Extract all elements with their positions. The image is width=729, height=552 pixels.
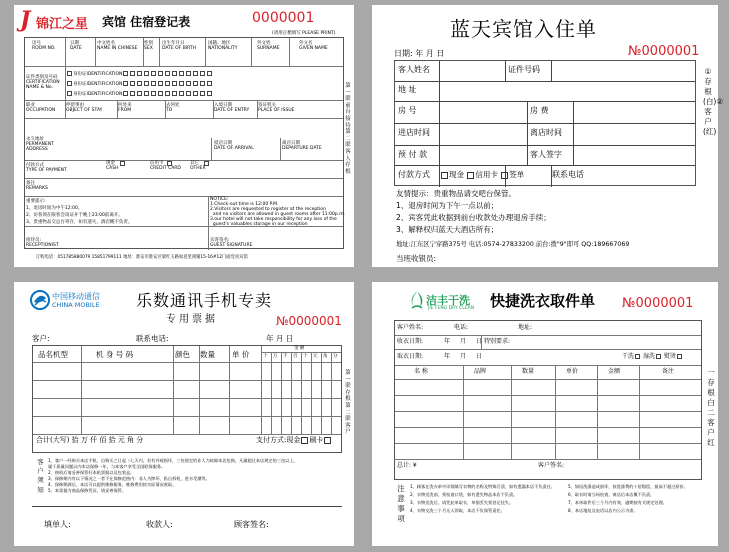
col-given-name: 外文名 GIVEN NAME (299, 41, 328, 51)
unit-2: 千 (283, 354, 288, 359)
col-qty: 数量 (522, 368, 535, 375)
notice-0: 1、客户一经购买本店手机，自购买之日起（七天内，若有外观损坏，三包规定的非人为故障本店包换，凡属超过本店规定的三包以上， (48, 458, 298, 463)
col-price: 单 价 (232, 350, 250, 359)
cash-option: 现金 CASH (106, 161, 119, 171)
cash-checkbox[interactable] (301, 437, 308, 444)
note-1: 1、退房时间为下午一点以前； (396, 201, 499, 210)
copy-side-text: 第一联前台接待第二联客人存根 (345, 83, 351, 175)
from-label: 何处来 FROM (118, 103, 132, 113)
logo-en: CHINA MOBILE (52, 301, 100, 309)
guest-name-label: 客人姓名 (398, 65, 430, 74)
payment-label: 付款方式 TYPE OF PAYMENT (26, 163, 67, 173)
notice-4: 4、保修期满后，本店可以提供维修服务，维修费用按实际情况收取。 (48, 482, 177, 487)
pickup-day: 日 (476, 353, 483, 360)
notice-1: 属于质量问题以内本店保修一年，与本客户享受全国联保服务。 (48, 464, 166, 469)
col-name: 名 称 (414, 368, 428, 375)
filler-label: 填单人: (44, 520, 71, 529)
notice-5: 5、本票据为商品保修凭证，请妥善保管。 (48, 488, 127, 493)
notice-english: NOTICE: 1.Check-out time is 12:00 P.M. 2.Visitors are requested to register at the reception and no visitors are allowed in guest rooms after 11:00p.m. 3.our hotel will not take responsibility for any loss of the guest's valuables storage in our reception (210, 197, 346, 227)
card-checkbox[interactable] (324, 437, 331, 444)
departure-date-label: 离店日期 DEPARTURE DATE (282, 141, 322, 151)
logo-cn: 中国移动通信 (52, 292, 100, 301)
notice-chinese: 重要提示: 1、退房时间为中午12:00。 2、访客须在限客会谈证并于晚上23:00前离开。 3、贵重物品交总台寄存，如有遗失，酒店概不负责。 (26, 199, 133, 225)
card-checkbox[interactable] (467, 172, 474, 179)
col-price: 单价 (566, 368, 579, 375)
col-amount: 金 额 (294, 346, 305, 351)
col-surname: 外文姓 SURNAME (257, 41, 280, 51)
card-option: 信用卡 CREDIT CARD (150, 161, 181, 171)
cashier-label: 收款人: (146, 520, 173, 529)
form-title: 宾馆 住宿登记表 (102, 15, 191, 29)
receive-day: 日 (476, 338, 483, 345)
id-number-label: 证件号码 (508, 65, 540, 74)
jinjiang-logo-icon: J (20, 7, 31, 33)
notice-left-2: 3、衣物送洗后，请凭此单取衣，单据丢失须登记挂失。 (410, 500, 514, 505)
other-checkbox[interactable] (204, 161, 209, 166)
sign-checkbox[interactable] (501, 172, 508, 179)
pickup-date-label: 取衣日期: (397, 353, 424, 360)
address-label: 地 址 (398, 85, 417, 94)
checkin-time-label: 进店时间 (398, 128, 430, 137)
mobile-sales-receipt (14, 282, 354, 546)
laundry-grid (394, 320, 702, 480)
receive-date-label: 收衣日期: (397, 338, 424, 345)
col-imei: 机 身 号 码 (96, 350, 134, 359)
payment-method-label: 付款方式 (398, 170, 430, 179)
notice-title: 注意事项 (397, 484, 405, 523)
total-in-words: 合计(大写) 拾 万 仟 佰 拾 元 角 分 (36, 436, 144, 444)
col-color: 颜色 (175, 350, 190, 359)
unit-7: 分 (333, 354, 338, 359)
place-of-issue-label: 签证机关 PLACE OF ISSUE (258, 103, 295, 113)
footer-contact: 订购电话：051785880079 15851799111 地址：淮安市淮安区梁红玉路如意里商铺15-16#12门面党亮宾馆 (36, 255, 248, 260)
checkout-time-label: 离店时间 (530, 128, 562, 137)
pickup-month: 月 (460, 353, 467, 360)
note-0: 友情提示：贵重物品请交吧台保管。 (396, 189, 516, 198)
notice-right-2: 7、本单取件后三个月内有效，逾期按有关规定处理。 (568, 500, 667, 505)
other-option: 其它 OTHER (190, 161, 206, 171)
logo-text: 锦江之星 (36, 17, 89, 32)
form-number: №0000001 (628, 44, 700, 59)
to-label: 去何处 TO (166, 103, 180, 113)
col-date: 日期 DATE (70, 41, 82, 51)
cash-checkbox[interactable] (441, 172, 448, 179)
col-qty: 数量 (200, 350, 215, 359)
col-sex: 性别 SEX (144, 41, 153, 51)
total-label: 总计: ¥ (397, 462, 417, 469)
cash-checkbox[interactable] (120, 161, 125, 166)
col-brand: 品牌 (474, 368, 487, 375)
store-title: 乐数通讯手机专卖 (136, 291, 273, 310)
id-label: 证件类别及号码 CERTIFICATION NAME & No. (26, 75, 60, 90)
logo-en: JIE FENG DRY CLEAN (428, 306, 475, 311)
guest-signature-label: 宾客签名: GUEST SIGNATURE (210, 238, 253, 248)
lantian-checkin-form (372, 5, 724, 267)
hotel-address: 地址:江东区宁穿路375号 电话:0574-27833200 前台:拨"9"即可 QQ:189667069 (396, 241, 630, 248)
customer-sign-label: 客户签名: (538, 462, 565, 469)
wet-wash-checkbox[interactable] (656, 354, 661, 359)
col-amount: 金额 (608, 368, 621, 375)
remarks-label: 备注 REMARKS (26, 181, 48, 191)
form-number: №0000001 (622, 296, 694, 311)
notice-left-3: 4、衣物交洗三个月无人领取，本店不负保管责任。 (410, 508, 505, 513)
object-of-stay-label: 停留事由 OBJECT OF STAY (66, 103, 103, 113)
hotel-registration-form (14, 5, 354, 267)
id-option-2: 身份证IDENTIFICATION (66, 81, 213, 87)
notice-title: 客户须知 (37, 458, 44, 494)
jiefeng-logo-icon (408, 290, 426, 310)
wash-options: 干洗 湿洗 熨烫 (622, 353, 683, 360)
copy-side-text: ①存根(白)②客户(红) (703, 67, 724, 136)
dry-clean-checkbox[interactable] (635, 354, 640, 359)
unit-4: 十 (303, 354, 308, 359)
note-2: 2、宾客凭此收据到前台收款处办理退房手续； (396, 213, 551, 222)
col-name-cn: 中文姓名 NAME IN CHINESE (97, 41, 138, 51)
notice-left-1: 2、衣物送洗前，须检查口袋，如有遗失物品本店不负责。 (410, 492, 518, 497)
id-option-1: 身份证IDENTIFICATION (66, 71, 213, 77)
phone-label: 联系电话: (136, 334, 169, 343)
deposit-label: 预 付 款 (398, 150, 428, 159)
room-fee-label: 房 费 (530, 106, 549, 115)
col-nationality: 国籍、地区 NATIONALITY (208, 41, 238, 51)
col-remark: 备注 (662, 368, 675, 375)
customer-sign-label: 顾客签名: (234, 520, 269, 529)
copy-side-text: 一存根白二客户红 (707, 368, 715, 447)
copy-side-text: 第一联存根第二联客户 (345, 370, 351, 436)
address-label: 永久地址 PERMANENT ADDRESS (26, 137, 54, 152)
receive-month: 月 (460, 338, 467, 345)
col-room-no: 房号 ROOM NO. (32, 41, 56, 51)
phone-label: 电话: (454, 324, 469, 331)
unit-6: 角 (323, 354, 328, 359)
notice-right-3: 8、本店地址及电话以店内公示为准。 (568, 508, 638, 513)
form-title: 快捷洗衣取件单 (490, 292, 596, 310)
date-line: 日期: 年 月 日 (394, 49, 445, 58)
special-request-label: 特别要求: (484, 338, 511, 345)
china-mobile-logo-icon (30, 290, 50, 310)
col-dob: 出生年月日 DATE OF BIRTH (162, 41, 197, 51)
unit-3: 百 (293, 354, 298, 359)
customer-name-label: 客户姓名: (397, 324, 424, 331)
address-label: 地址: (518, 324, 533, 331)
room-no-label: 房 号 (398, 106, 417, 115)
receive-year: 年 (444, 338, 451, 345)
notice-2: 2、购机后请妥善保管好本机票据以及包装盒。 (48, 470, 135, 475)
form-title: 蓝天宾馆入住单 (450, 17, 597, 41)
unit-5: 元 (313, 354, 318, 359)
notice-left-0: 1、顾客在洗衣单中详细填写衣物的名称及特殊污渍，如有遗漏本店不负责任。 (410, 484, 556, 489)
guest-sign-label: 客人签字 (530, 150, 562, 159)
card-checkbox[interactable] (167, 161, 172, 166)
col-model: 品名机型 (38, 350, 68, 359)
ironing-checkbox[interactable] (677, 354, 682, 359)
print-note: (请用正楷填写 PLEASE PRINT) (272, 31, 336, 36)
unit-0: 十 (263, 354, 268, 359)
logo-cn: 洁丰干洗 (426, 294, 470, 307)
receipt-number: №0000001 (276, 314, 342, 328)
notice-right-1: 6、取衣时请当场检查，离店后本店概不负责。 (568, 492, 655, 497)
laundry-pickup-form (372, 282, 718, 546)
pickup-year: 年 (444, 353, 451, 360)
contact-phone-label: 联系电话 (552, 170, 584, 179)
date-label: 年 月 日 (266, 334, 294, 343)
notice-3: 3、保修期内有以下情况之一者不在保修范围内：非人为摔坏、私自拆机，进水受潮等。 (48, 476, 210, 481)
notice-right-0: 5、如因洗涤造成损坏，按洗涤费的十倍赔偿，最高不超过原价。 (568, 484, 688, 489)
entry-date-label: 入境日期 DATE OF ENTRY (214, 103, 250, 113)
payment-options: 现金 信用卡 签单 (440, 165, 524, 185)
receipt-subtitle: 专用票据 (166, 314, 218, 325)
note-3: 3、解释权归蓝天大酒店所有； (396, 225, 499, 234)
unit-1: 万 (273, 354, 278, 359)
id-option-3: 身份证IDENTIFICATION (66, 91, 213, 97)
customer-label: 客户: (32, 334, 50, 343)
form-number: 0000001 (252, 10, 315, 26)
receptionist-label: 接待员: RECEPTIONIST (26, 238, 59, 248)
arrival-date-label: 抵店日期 DATE OF ARRIVAL (214, 141, 254, 151)
payment-type: 支付方式:现金 刷卡 (256, 436, 332, 445)
occupation-label: 职业 OCCUPATION (26, 103, 56, 113)
cashier-label: 当班收银员: (396, 254, 437, 263)
